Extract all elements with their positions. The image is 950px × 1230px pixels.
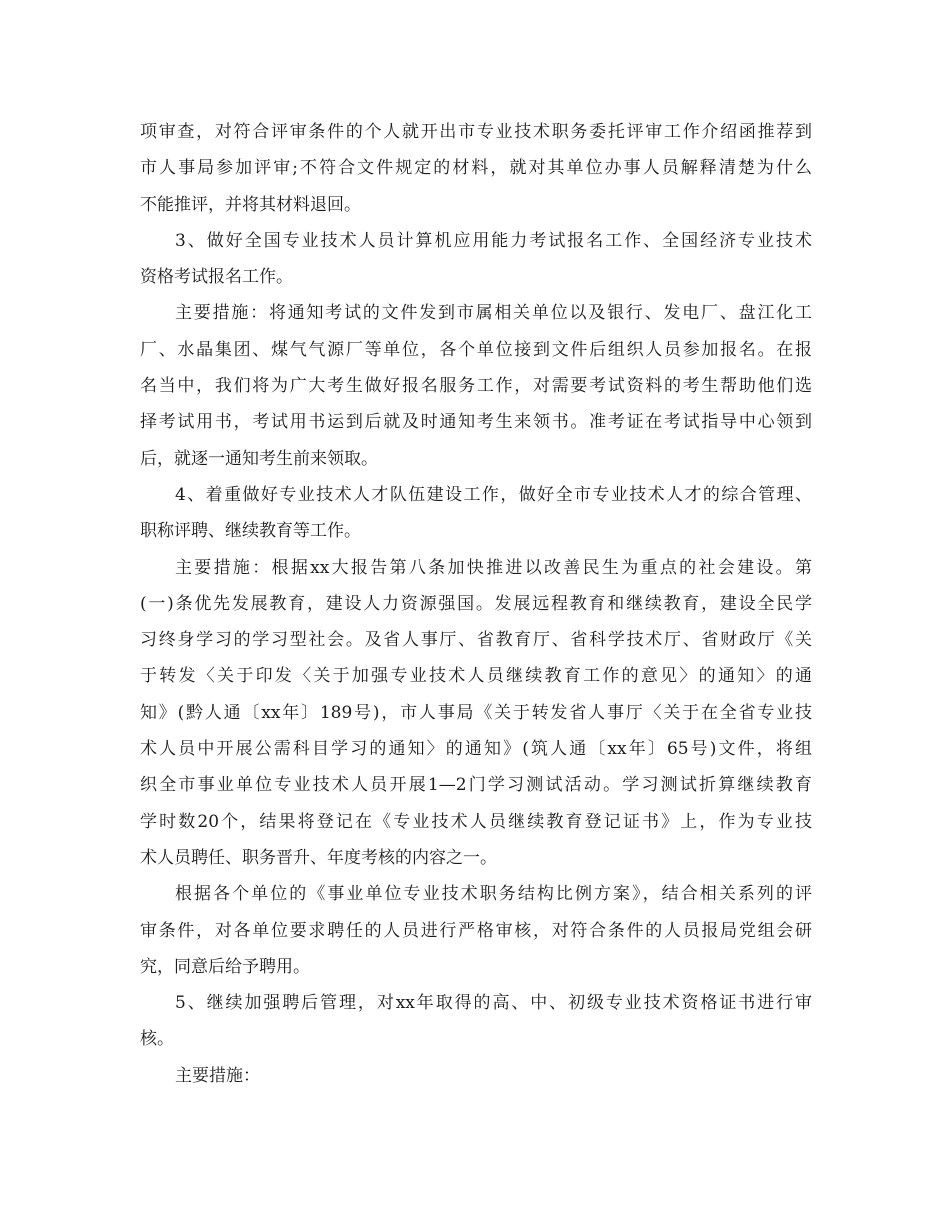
text-line: 厂、水晶集团、煤气气源厂等单位，各个单位接到文件后组织人员参加报名。在报 <box>140 339 812 360</box>
text-line: 后，就逐一通知考生前来领取。 <box>140 448 378 469</box>
text-line: 学时数20个，结果将登记在《专业技术人员继续教育登记证书》上，作为专业技 <box>140 811 812 832</box>
text-line: 市人事局参加评审;不符合文件规定的材料，就对其单位办事人员解释清楚为什么 <box>140 158 812 179</box>
paragraph-start-line: 主要措施：将通知考试的文件发到市属相关单位以及银行、发电厂、盘江化工 <box>175 303 812 324</box>
text-line: 项审查，对符合评审条件的个人就开出市专业技术职务委托评审工作介绍函推荐到 <box>140 122 812 142</box>
paragraph-start-line: 4、着重做好专业技术人才队伍建设工作，做好全市专业技术人才的综合管理、 <box>175 484 812 505</box>
text-line: 择考试用书，考试用书运到后就及时通知考生来领书。准考证在考试指导中心领到 <box>140 412 812 433</box>
text-line: 审条件，对各单位要求聘任的人员进行严格审核，对符合条件的人员报局党组会研 <box>140 920 812 941</box>
text-line: 不能推评，并将其材料退回。 <box>140 194 361 215</box>
paragraph-start-line: 主要措施： <box>175 1065 260 1086</box>
text-line: 织全市事业单位专业技术人员开展1—2门学习测试活动。学习测试折算继续教育 <box>140 775 812 796</box>
text-line: 核。 <box>140 1029 174 1050</box>
text-line: 职称评聘、继续教育等工作。 <box>140 521 361 542</box>
text-line: 知》(黔人通〔xx年〕189号)，市人事局《关于转发省人事厅〈关于在全省专业技 <box>140 702 812 723</box>
document-body <box>140 114 812 1094</box>
text-line: 于转发〈关于印发〈关于加强专业技术人员继续教育工作的意见〉的通知〉的通 <box>140 666 812 687</box>
text-line: 术人员聘任、职务晋升、年度考核的内容之一。 <box>140 847 497 868</box>
text-line: 究，同意后给予聘用。 <box>140 956 310 977</box>
text-line: 术人员中开展公需科目学习的通知〉的通知》(筑人通〔xx年〕65号)文件，将组 <box>140 739 812 760</box>
paragraph-start-line: 5、继续加强聘后管理，对xx年取得的高、中、初级专业技术资格证书进行审 <box>175 993 812 1014</box>
paragraph-start-line: 根据各个单位的《事业单位专业技术职务结构比例方案》，结合相关系列的评 <box>175 884 812 905</box>
text-line: 资格考试报名工作。 <box>140 267 293 288</box>
paragraph-start-line: 主要措施：根据xx大报告第八条加快推进以改善民生为重点的社会建设。第 <box>175 557 812 578</box>
text-line: (一)条优先发展教育，建设人力资源强国。发展远程教育和继续教育，建设全民学 <box>140 593 812 614</box>
text-line: 习终身学习的学习型社会。及省人事厅、省教育厅、省科学技术厅、省财政厅《关 <box>140 630 812 651</box>
text-line: 名当中，我们将为广大考生做好报名服务工作，对需要考试资料的考生帮助他们选 <box>140 376 812 397</box>
paragraph-start-line: 3、做好全国专业技术人员计算机应用能力考试报名工作、全国经济专业技术 <box>175 230 812 251</box>
